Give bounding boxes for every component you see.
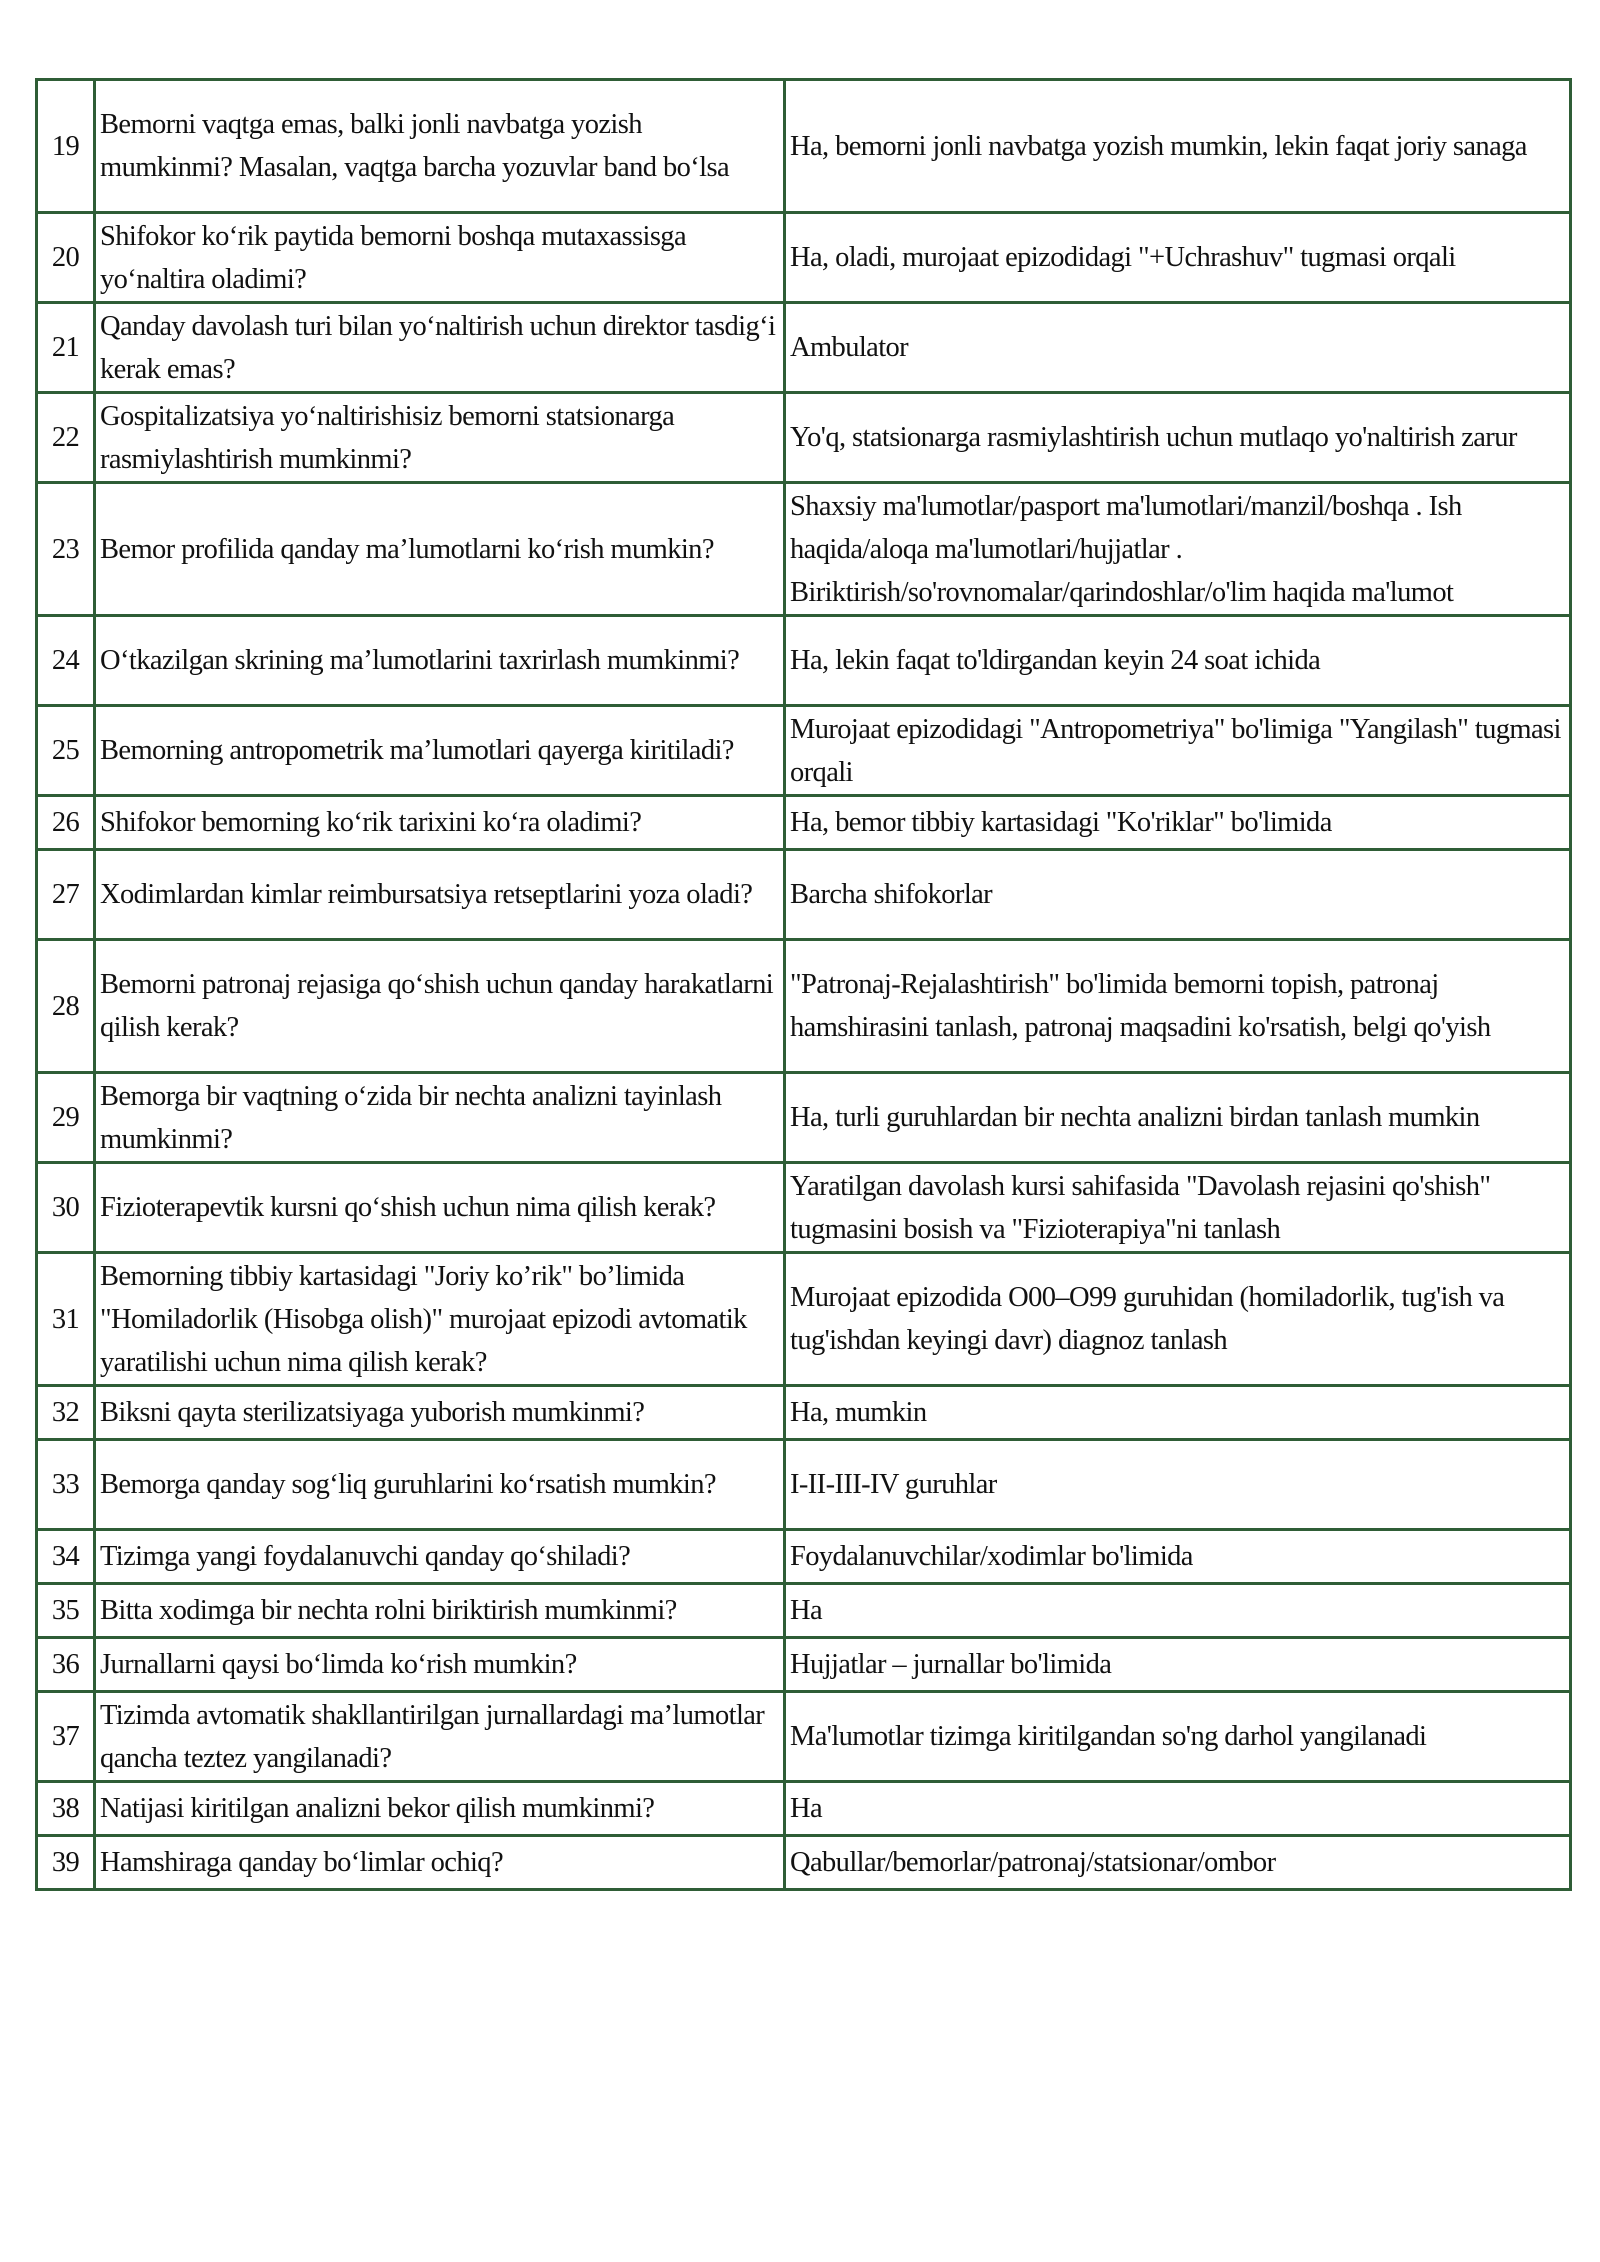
question-cell: Biksni qayta sterilizatsiyaga yuborish mumkinmi? xyxy=(95,1386,785,1440)
row-number: 33 xyxy=(37,1440,95,1530)
table-row xyxy=(37,1440,1571,1530)
answer-cell: Murojaat epizodida O00–O99 guruhidan (homiladorlik, tug'ish va tug'ishdan keyingi davr) diagnoz tanlash xyxy=(785,1253,1571,1386)
row-number: 32 xyxy=(37,1386,95,1440)
row-number: 24 xyxy=(37,616,95,706)
answer-cell: Ha, turli guruhlardan bir nechta analizni birdan tanlash mumkin xyxy=(785,1073,1571,1163)
row-number: 23 xyxy=(37,483,95,616)
table-row xyxy=(37,1073,1571,1163)
row-number: 26 xyxy=(37,796,95,850)
question-cell: Bitta xodimga bir nechta rolni biriktirish mumkinmi? xyxy=(95,1584,785,1638)
answer-cell: Foydalanuvchilar/xodimlar bo'limida xyxy=(785,1530,1571,1584)
answer-cell: Barcha shifokorlar xyxy=(785,850,1571,940)
table-row xyxy=(37,706,1571,796)
answer-cell: "Patronaj-Rejalashtirish" bo'limida bemorni topish, patronaj hamshirasini tanlash, patronaj maqsadini ko'rsatish, belgi qo'yish xyxy=(785,940,1571,1073)
question-cell: Tizimga yangi foydalanuvchi qanday qo‘shiladi? xyxy=(95,1530,785,1584)
table-row xyxy=(37,1530,1571,1584)
answer-cell: Murojaat epizodidagi "Antropometriya" bo'limiga "Yangilash" tugmasi orqali xyxy=(785,706,1571,796)
table-row xyxy=(37,80,1571,213)
table-row xyxy=(37,850,1571,940)
answer-cell: Qabullar/bemorlar/patronaj/statsionar/ombor xyxy=(785,1836,1571,1890)
question-cell: Shifokor bemorning ko‘rik tarixini ko‘ra oladimi? xyxy=(95,796,785,850)
table-row xyxy=(37,303,1571,393)
answer-cell: Shaxsiy ma'lumotlar/pasport ma'lumotlari/manzil/boshqa . Ish haqida/aloqa ma'lumotlari/hujjatlar . Biriktirish/so'rovnomalar/qarindoshlar/o'lim haqida ma'lumot xyxy=(785,483,1571,616)
question-cell: Bemor profilida qanday ma’lumotlarni ko‘rish mumkin? xyxy=(95,483,785,616)
table-row xyxy=(37,1386,1571,1440)
question-cell: Qanday davolash turi bilan yo‘naltirish uchun direktor tasdig‘i kerak emas? xyxy=(95,303,785,393)
question-cell: Bemorning tibbiy kartasidagi "Joriy ko’rik" bo’limida "Homiladorlik (Hisobga olish)" murojaat epizodi avtomatik yaratilishi uchun nima qilish kerak? xyxy=(95,1253,785,1386)
answer-cell: Yo'q, statsionarga rasmiylashtirish uchun mutlaqo yo'naltirish zarur xyxy=(785,393,1571,483)
row-number: 27 xyxy=(37,850,95,940)
question-cell: Bemorga qanday sog‘liq guruhlarini ko‘rsatish mumkin? xyxy=(95,1440,785,1530)
table-row xyxy=(37,483,1571,616)
table-row xyxy=(37,940,1571,1073)
question-cell: O‘tkazilgan skrining ma’lumotlarini taxrirlash mumkinmi? xyxy=(95,616,785,706)
table-row xyxy=(37,616,1571,706)
table-row xyxy=(37,1836,1571,1890)
row-number: 25 xyxy=(37,706,95,796)
answer-cell: Ha, bemor tibbiy kartasidagi "Ko'riklar" bo'limida xyxy=(785,796,1571,850)
answer-cell: Ha, oladi, murojaat epizodidagi "+Uchrashuv" tugmasi orqali xyxy=(785,213,1571,303)
question-cell: Jurnallarni qaysi bo‘limda ko‘rish mumkin? xyxy=(95,1638,785,1692)
question-cell: Bemorning antropometrik ma’lumotlari qayerga kiritiladi? xyxy=(95,706,785,796)
row-number: 30 xyxy=(37,1163,95,1253)
table-row xyxy=(37,1163,1571,1253)
row-number: 21 xyxy=(37,303,95,393)
table-row xyxy=(37,796,1571,850)
row-number: 28 xyxy=(37,940,95,1073)
answer-cell: Yaratilgan davolash kursi sahifasida "Davolash rejasini qo'shish" tugmasini bosish va "Fizioterapiya"ni tanlash xyxy=(785,1163,1571,1253)
answer-cell: Ha xyxy=(785,1584,1571,1638)
question-cell: Xodimlardan kimlar reimbursatsiya retseptlarini yoza oladi? xyxy=(95,850,785,940)
row-number: 29 xyxy=(37,1073,95,1163)
row-number: 19 xyxy=(37,80,95,213)
question-cell: Bemorni patronaj rejasiga qo‘shish uchun qanday harakatlarni qilish kerak? xyxy=(95,940,785,1073)
row-number: 38 xyxy=(37,1782,95,1836)
row-number: 35 xyxy=(37,1584,95,1638)
answer-cell: Ambulator xyxy=(785,303,1571,393)
table-row xyxy=(37,213,1571,303)
answer-cell: Ma'lumotlar tizimga kiritilgandan so'ng darhol yangilanadi xyxy=(785,1692,1571,1782)
answer-cell: Ha xyxy=(785,1782,1571,1836)
question-cell: Natijasi kiritilgan analizni bekor qilish mumkinmi? xyxy=(95,1782,785,1836)
question-cell: Fizioterapevtik kursni qo‘shish uchun nima qilish kerak? xyxy=(95,1163,785,1253)
table-row xyxy=(37,1782,1571,1836)
table-row xyxy=(37,1638,1571,1692)
row-number: 22 xyxy=(37,393,95,483)
question-cell: Bemorni vaqtga emas, balki jonli navbatga yozish mumkinmi? Masalan, vaqtga barcha yozuvlar band bo‘lsa xyxy=(95,80,785,213)
row-number: 37 xyxy=(37,1692,95,1782)
answer-cell: Ha, bemorni jonli navbatga yozish mumkin, lekin faqat joriy sanaga xyxy=(785,80,1571,213)
table-row xyxy=(37,1584,1571,1638)
question-cell: Bemorga bir vaqtning o‘zida bir nechta analizni tayinlash mumkinmi? xyxy=(95,1073,785,1163)
question-cell: Tizimda avtomatik shakllantirilgan jurnallardagi ma’lumotlar qancha teztez yangilanadi? xyxy=(95,1692,785,1782)
table-row xyxy=(37,393,1571,483)
row-number: 36 xyxy=(37,1638,95,1692)
row-number: 39 xyxy=(37,1836,95,1890)
answer-cell: Ha, lekin faqat to'ldirgandan keyin 24 soat ichida xyxy=(785,616,1571,706)
answer-cell: Hujjatlar – jurnallar bo'limida xyxy=(785,1638,1571,1692)
faq-table-body xyxy=(37,80,1571,1890)
question-cell: Shifokor ko‘rik paytida bemorni boshqa mutaxassisga yo‘naltira oladimi? xyxy=(95,213,785,303)
table-row xyxy=(37,1692,1571,1782)
table-row xyxy=(37,1253,1571,1386)
question-cell: Hamshiraga qanday bo‘limlar ochiq? xyxy=(95,1836,785,1890)
row-number: 34 xyxy=(37,1530,95,1584)
row-number: 31 xyxy=(37,1253,95,1386)
answer-cell: I-II-III-IV guruhlar xyxy=(785,1440,1571,1530)
row-number: 20 xyxy=(37,213,95,303)
answer-cell: Ha, mumkin xyxy=(785,1386,1571,1440)
faq-table xyxy=(35,78,1572,1891)
question-cell: Gospitalizatsiya yo‘naltirishisiz bemorni statsionarga rasmiylashtirish mumkinmi? xyxy=(95,393,785,483)
